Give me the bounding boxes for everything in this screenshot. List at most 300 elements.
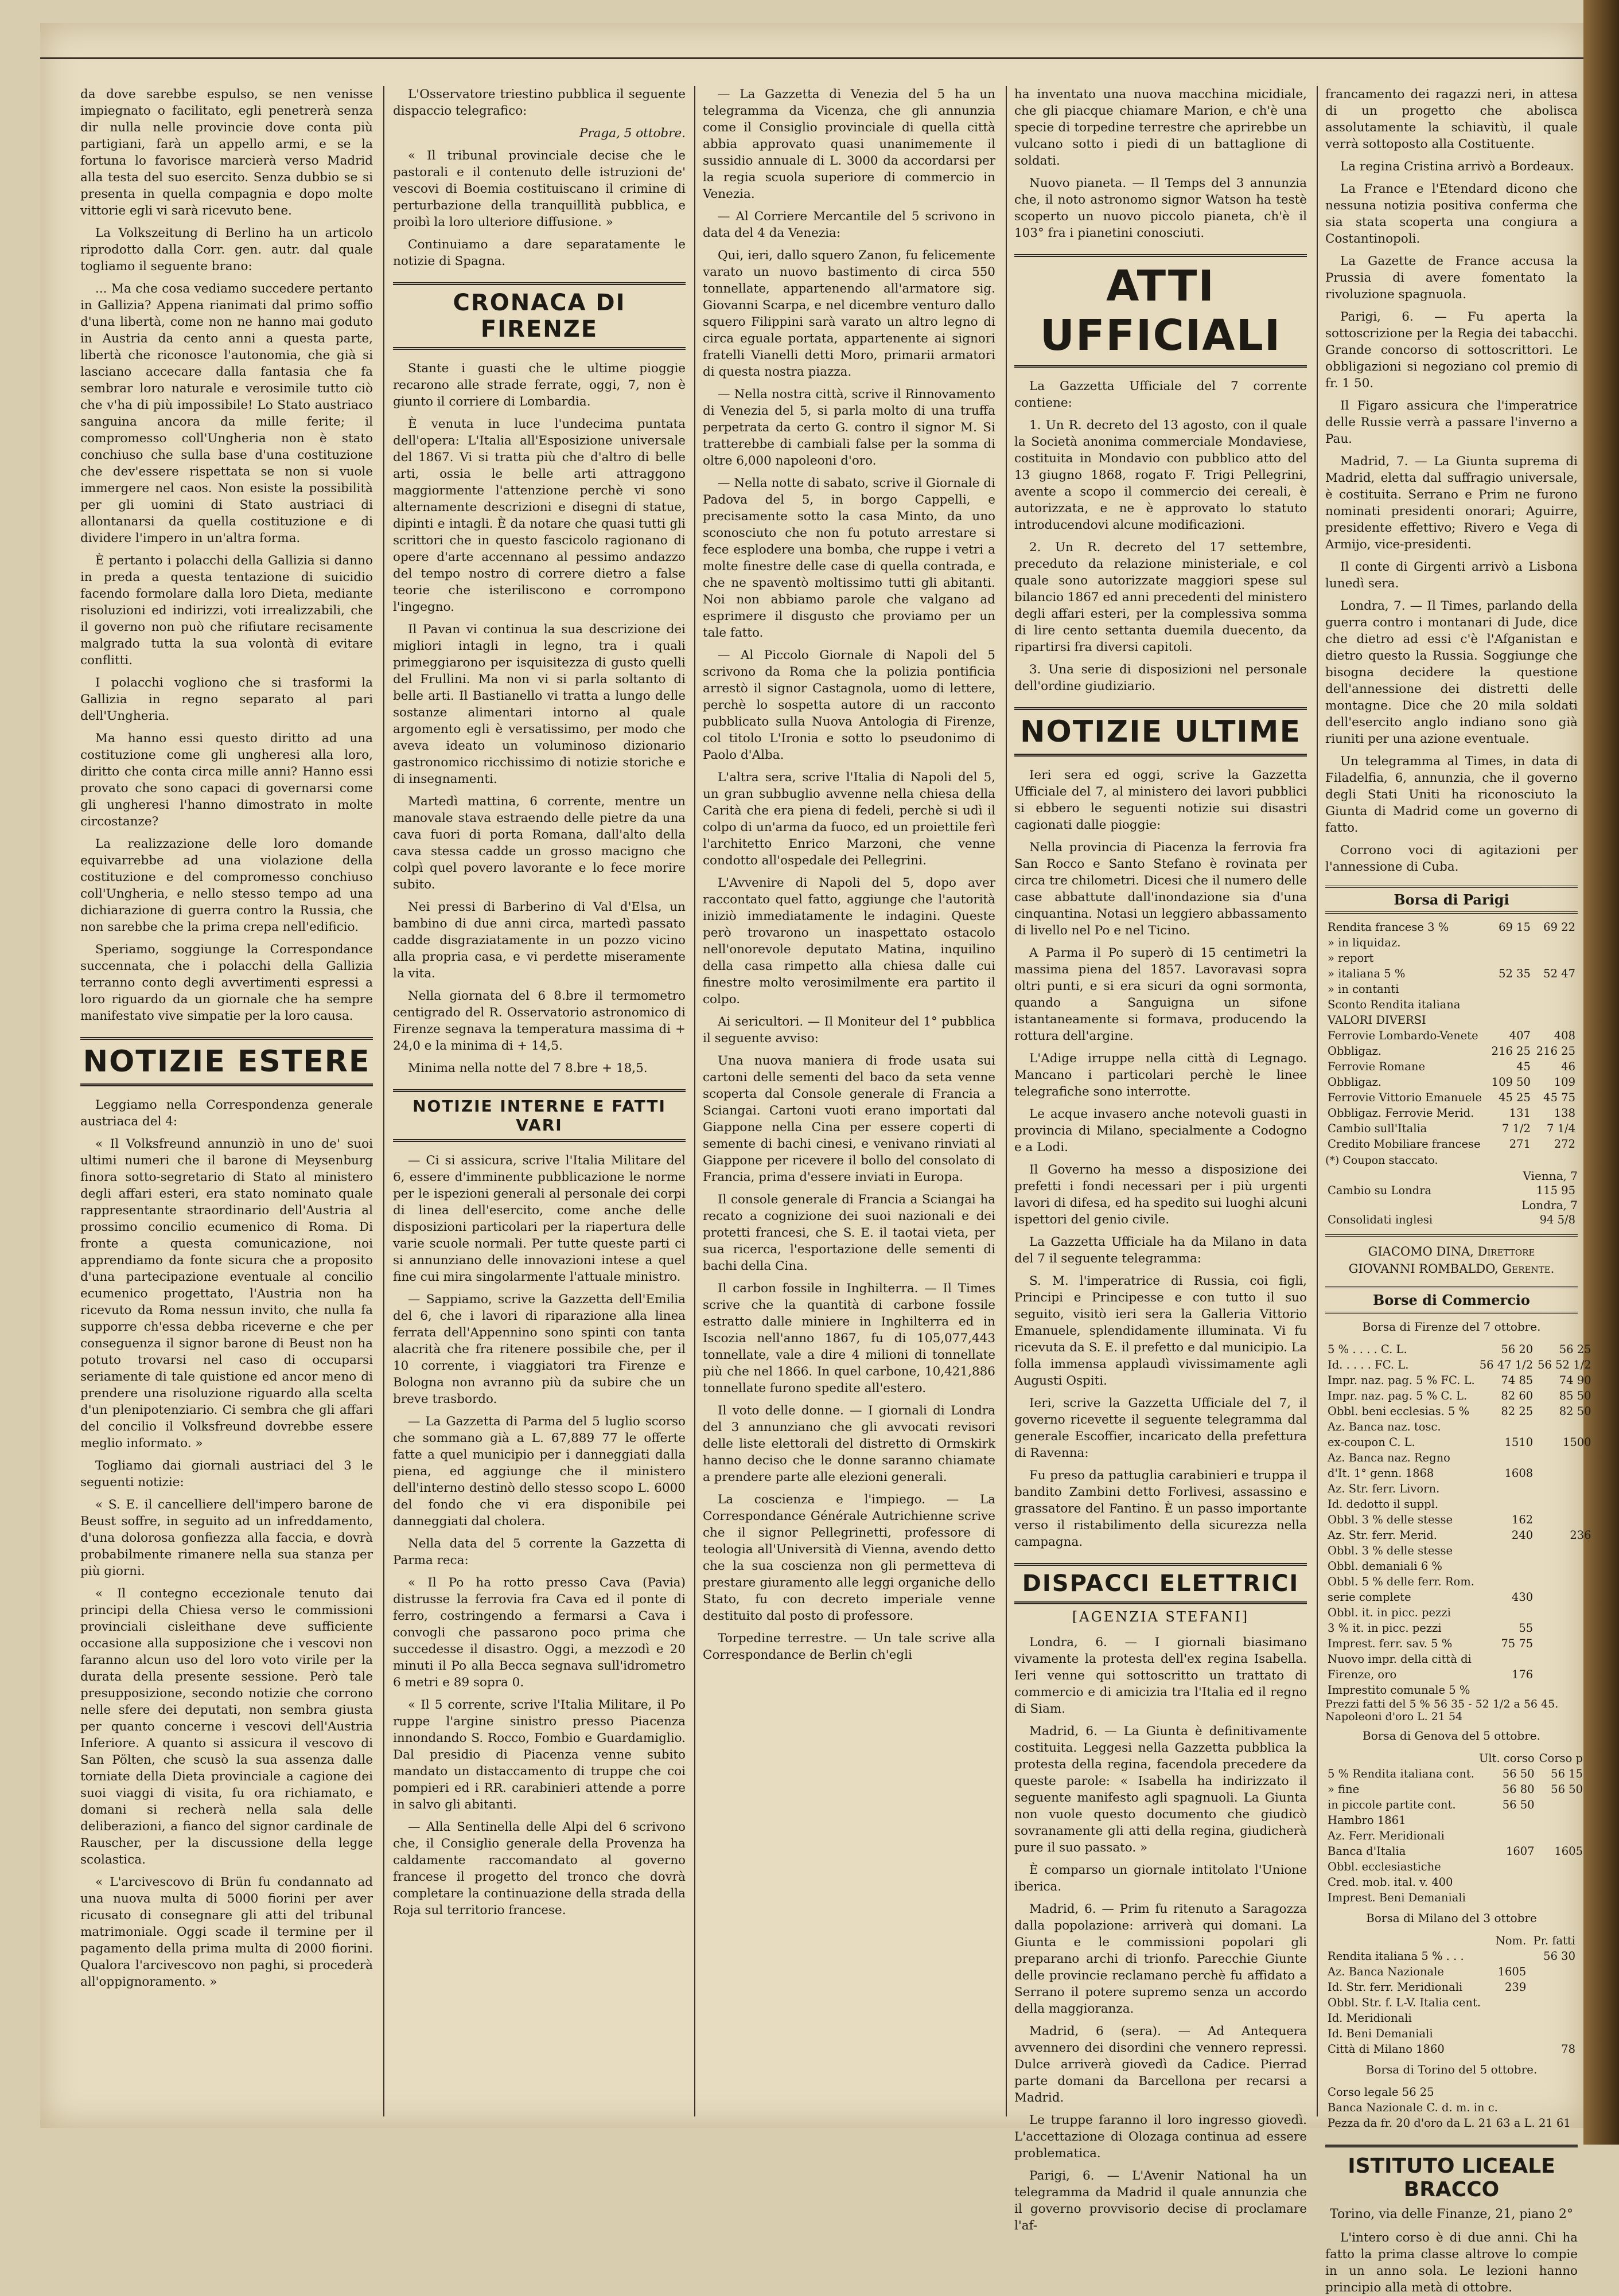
- fin-value: [1537, 1828, 1585, 1843]
- fin-value: [1477, 1574, 1535, 1589]
- fin-value: [1477, 1874, 1537, 1890]
- fin-value: 56 15: [1551, 1767, 1583, 1780]
- heading-notizie-ultime: NOTIZIE ULTIME: [1014, 707, 1307, 757]
- table-row: [1325, 1859, 1585, 1874]
- fin-value: [1535, 1667, 1593, 1682]
- col4-escoffier: Ieri, scrive la Gazzetta Ufficiale del 7, il governo ricevette il seguente telegramma dal generale Escoffier, incaricato della prefettura di Ravenna:: [1014, 1396, 1307, 1460]
- fin-value: 45: [1516, 1060, 1531, 1073]
- fin-label: Az. Banca naz. tosc.: [1328, 1420, 1441, 1433]
- fin-value: [1535, 1636, 1593, 1651]
- table-row: [1325, 1682, 1594, 1698]
- table-row: [1325, 2115, 1578, 2131]
- col3-padova: — Nella notte di sabato, scrive il Giornale di Padova del 5, in borgo Cappelli, e precisamente sotto la casa Minto, da uno sconosciuto che non fu potuto arrestare si fece esplodere una bomba, che ruppe i vetri a molte finestre delle case di quella contrada, e che ne spaventò moltissimo tutti gli abitanti. Noi non abbiamo parole che valgano ad esprimere il disgusto che proviamo per un tale fatto.: [703, 476, 995, 640]
- fin-value: 138: [1554, 1106, 1575, 1120]
- ad-address: Torino, via delle Finanze, 21, piano 2°: [1330, 2207, 1573, 2221]
- fin-label: Obbligaz. Ferrovie Merid.: [1328, 1106, 1474, 1120]
- table-row: [1325, 2084, 1578, 2100]
- col3-frode: Una nuova maniera di frode usata sui cartoni delle sementi del baco da seta venne scoperta dal Console generale di Francia a Sciangai. Cartoni vuoti erano importati dal Giappone nella Cina per essere coperti di semente di bachi cinesi, e venivano rinviati al Giappone per ricevere il bollo del consolato di Francia, prima d'essere inviati in Europa.: [703, 1054, 995, 1184]
- col2-militare2: « Il 5 corrente, scrive l'Italia Militare, il Po ruppe l'argine sinistro presso Piacenza innondando S. Rocco, Fombio e Guardamiglio. Dal presidio di Piacenza venne subito mandato un distaccamento di truppe che coi pompieri ed i RR. carabinieri attende a porre in salvo gli abitanti.: [393, 1698, 686, 1812]
- table-row: [1325, 1636, 1594, 1651]
- fin-label: Nuovo impr. della città di: [1328, 1652, 1472, 1666]
- col1-quote4: Ma hanno essi questo diritto ad una costituzione come gli ungheresi alla loro, diritto che conta circa mille anni? Hanno essi provato che sono capaci di governarsi come gli ungheresi l'hanno dimostrato in molte circostanze?: [80, 731, 373, 829]
- fin-value: [1535, 1589, 1593, 1605]
- fin-value: 74 85: [1501, 1374, 1534, 1387]
- table-row: [1325, 1450, 1594, 1465]
- fin-value: [1533, 950, 1578, 966]
- col5-madrid7: Madrid, 7. — La Giunta suprema di Madrid, eletta dal suffragio universale, è costituita. Serrano e Prim ne furono nominati presidenti onorari; Aguirre, presidente effettivo; Rivero e Vega di Armijo, vice-presidenti.: [1325, 454, 1578, 552]
- fin-label: » italiana 5 %: [1328, 967, 1406, 980]
- fin-value: [1535, 1496, 1593, 1512]
- fin-value: [1492, 1995, 1529, 2010]
- fin-value: 131: [1509, 1106, 1531, 1120]
- top-rule: [40, 57, 1583, 71]
- col4-gazz: La Gazzetta Ufficiale del 7 corrente contiene:: [1014, 379, 1307, 410]
- table-row: [1325, 1404, 1594, 1419]
- col3-torpedine: Torpedine terrestre. — Un tale scrive alla Correspondance de Berlin ch'egli: [703, 1631, 995, 1662]
- column-rule: [383, 86, 384, 2116]
- table-row: [1325, 1136, 1578, 1152]
- vienna-table: [1325, 1183, 1578, 1198]
- col2-guasti: Stante i guasti che le ultime pioggie recarono alle strade ferrate, oggi, 7, non è giunto il corriere di Lombardia.: [393, 361, 686, 409]
- table-row: [1325, 919, 1578, 935]
- fin-value: [1535, 1465, 1593, 1481]
- fin-value: 1500: [1562, 1436, 1591, 1449]
- column-1: [80, 86, 373, 2116]
- fin-label: d'It. 1° genn. 1868: [1328, 1467, 1434, 1480]
- col4-intro: ha inventato una nuova macchina micidiale, che gli piacque chiamare Marion, e ch'è una specie di torpedine terrestre che aprirebbe un vulcano sotto i piedi di un battaglione di soldati.: [1014, 87, 1307, 168]
- col5-france: La France e l'Etendard dicono che nessuna notizia positiva conferma che sia stata scoperta una congiura a Costantinopoli.: [1325, 182, 1578, 246]
- col1-contegno: « Il contegno eccezionale tenuto dai principi della Chiesa verso le commissioni provinciali cisleithane deve sufficiente occasione alla supposizione che i vescovi non faranno alcun uso del loro voto virile per la durata della presente sessione. Però tale presupposizione, secondo notizie che corrono nelle sfere dei deputati, non sembra giusta per quanto concerne i vescovi dell'Austria Inferiore. A quanto si assicura il vescovo di San Pölten, che scusò la sua assenza dalle torniate della Dieta provinciale a cagione dei suoi viaggi di visita, fu ora richiamato, e domani si recherà nella sala delle deliberazioni, a fianco del signor cardinale de Rauscher, per la discussione della legge scolastica.: [80, 1586, 373, 1867]
- fin-value: [1477, 1543, 1535, 1558]
- col3-mercantile: — Al Corriere Mercantile del 5 scrivono in data del 4 da Venezia:: [703, 209, 995, 240]
- col2-parma: — La Gazzetta di Parma del 5 luglio scorso che sommano già a L. 67,889 77 le offerte fatte a quel municipio per i danneggiati dalla piena, ed aggiunge che il ministero dell'interno destinò dello stesso scopo L. 6000 del fondo che vi era disponibile pei danneggiati dal cholera.: [393, 1414, 686, 1529]
- borsa-genova-table: [1325, 1751, 1585, 1905]
- fin-label: Ferrovie Vittorio Emanuele: [1328, 1091, 1482, 1104]
- col4-milano: La Gazzetta Ufficiale ha da Milano in data del 7 il seguente telegramma:: [1014, 1235, 1307, 1266]
- table-row: [1325, 1074, 1578, 1090]
- fin-label: Obbl. 3 % delle stesse: [1328, 1513, 1453, 1526]
- fin-value: 55: [1519, 1621, 1534, 1635]
- col2-praga: Praga, 5 ottobre.: [579, 126, 686, 141]
- fin-value: [1492, 2026, 1529, 2041]
- column-4: [1014, 86, 1307, 2233]
- col5-bordeaux: La regina Cristina arrivò a Bordeaux.: [1340, 159, 1574, 174]
- fin-value: [1488, 981, 1533, 997]
- col3-rinnovamento: — Nella nostra città, scrive il Rinnovamento di Venezia del 5, si parla molto di una truffa perpetrata da certo G. contro il signor M. Si tratterebbe di cambiali false per la somma di oltre 6,000 napoleoni d'oro.: [703, 387, 995, 468]
- column-rule: [1317, 86, 1318, 2116]
- fin-value: 109: [1554, 1075, 1575, 1089]
- fin-label: Imprestito comunale 5 %: [1328, 1683, 1470, 1697]
- fin-value: 239: [1505, 1981, 1527, 1994]
- col1-arciv: « L'arcivescovo di Brün fu condannato ad una nuova multa di 5000 fiorini per aver ricusato di consegnare gli atti del tribunal matrimoniale. Oggi scade il termine per il pagamento della prima multa di 2000 fiorini. Qualora l'arcivescovo non paghi, si procederà all'oppignoramento. »: [80, 1875, 373, 1989]
- fin-value: [1528, 2026, 1578, 2041]
- fin-label: Obbl. demaniali 6 %: [1328, 1560, 1442, 1573]
- fin-value: [1537, 1797, 1585, 1812]
- book-spine: [1583, 0, 1619, 2145]
- fin-value: [1488, 950, 1533, 966]
- col2-continuiamo: Continuiamo a dare separatamente le notizie di Spagna.: [393, 237, 686, 268]
- fin-label: Impr. naz. pag. 5 % FC. L.: [1328, 1374, 1475, 1387]
- col1-beust: « S. E. il cancelliere dell'impero barone de Beust soffre, in seguito ad un infreddamento, d'una dolorosa gonfiezza alla faccia, e dovrà probabilmente rimanere nella sua stanza per più giorni.: [80, 1498, 373, 1578]
- fin-value: [1477, 1496, 1535, 1512]
- col2-po: « Il Po ha rotto presso Cava (Pavia) distrusse la ferrovia fra Cava ed il ponte di ferro, costringendo a fermarsi a Cava i convogli che passarono poco prima che succedesse il disastro. Oggi, a mezzodì e 20 minuti il Po alla Becca segnava sull'idrometro 6 metri e 89 sopra 0.: [393, 1576, 686, 1690]
- fin-value: [1528, 1995, 1578, 2010]
- borsa-torino-table: [1325, 2084, 1578, 2131]
- fin-value: [1528, 1979, 1578, 1995]
- fin-value: 56 47 1/2: [1479, 1358, 1534, 1371]
- fin-label: Obbl. 5 % delle ferr. Rom.: [1328, 1575, 1474, 1588]
- heading-notizie-estere: NOTIZIE ESTERE: [80, 1037, 373, 1086]
- fin-value: [1535, 1543, 1593, 1558]
- fin-value: 45 75: [1543, 1091, 1575, 1104]
- col4-truppe: Le truppe faranno il loro ingresso giovedì. L'accettazione di Olozaga continua ad essere problematica.: [1014, 2113, 1307, 2161]
- fin-value: 75 75: [1501, 1637, 1534, 1650]
- col3-carbon: Il carbon fossile in Inghilterra. — Il Times scrive che la quantità di carbone fossile estratto dalle miniere in Inghilterra ed in Iscozia nell'anno 1867, fu di 105,077,443 tonnellate, vale a dire 4 milioni di tonnellate più che nel 1866. In quel carbone, 10,421,886 tonnellate furono spedite all'estero.: [703, 1281, 995, 1395]
- fin-value: [1477, 1828, 1537, 1843]
- fin-label: serie complete: [1328, 1591, 1411, 1604]
- fin-value: [1535, 1682, 1593, 1698]
- fin-value: 236: [1570, 1529, 1591, 1542]
- fin-label: Az. Banca Nazionale: [1328, 1965, 1444, 1978]
- table-row: [1325, 1481, 1594, 1496]
- heading-atti-ufficiali: ATTI UFFICIALI: [1014, 254, 1307, 368]
- fin-label: Sconto Rendita italiana: [1328, 998, 1461, 1011]
- col5-gazette: La Gazette de France accusa la Prussia di avere fomentato la rivoluzione spagnuola.: [1325, 254, 1578, 302]
- table-row: [1325, 1090, 1578, 1105]
- col2-barberino: Nei pressi di Barberino di Val d'Elsa, un bambino di due anni circa, martedì passato cadde disgraziatamente in un pozzo vicino alla propria casa, e vi perdette miseramente la vita.: [393, 900, 686, 981]
- fin-value: [1537, 1874, 1585, 1890]
- table-row: [1325, 997, 1578, 1012]
- londra-label: Londra, 7: [1521, 1198, 1578, 1212]
- col3-sericultori: Ai sericultori. — Il Moniteur del 1° pubblica il seguente avviso:: [703, 1015, 995, 1046]
- col2-pavan: Il Pavan vi continua la sua descrizione dei migliori intagli in legno, tra i quali primeggiarono per isquisitezza di gusto quelli del Frullini. Ma non vi si parla soltanto di belle arti. Il Bastianello vi tratta a lungo delle sostanze alimentari intorno al quale argomento egli è versatissimo, per modo che aveva ideato un voluminoso dizionario gastronomico ricchissimo di notizie storiche e di insegnamenti.: [393, 622, 686, 786]
- gerente: GIOVANNI ROMBALDO, Gerente.: [1348, 1262, 1555, 1276]
- fin-value: [1535, 1651, 1593, 1667]
- fin-label: Obbligaz.: [1328, 1075, 1382, 1089]
- col4-pianeta: Nuovo pianeta. — Il Temps del 3 annunzia che, il noto astronomo signor Watson ha testè scoperto un nuovo piccolo pianeta, ch'è il 103° fra i pianetini conosciuti.: [1014, 176, 1307, 240]
- col3-varato: Qui, ieri, dallo squero Zanon, fu felicemente varato un nuovo bastimento di circa 550 tonnellate, appartenendo all'armatore sig. Giovanni Scarpa, e nel dicembre venturo dallo squero Filippini sarà varato un altro legno di circa eguale portata, appartenente ai signori fratelli Vianelli detti Moro, primarii armatori di questa nostra piazza.: [703, 248, 995, 379]
- col2-termo: Nella giornata del 6 8.bre il termometro centigrado del R. Osservatorio astronomico di Firenze segnava la temperatura massima di + 24,0 e la minima di + 14,5.: [393, 989, 686, 1053]
- fin-value: 94 5/8: [1539, 1213, 1575, 1226]
- fin-value: 176: [1511, 1668, 1534, 1681]
- ad-title: ISTITUTO LICEALE BRACCO: [1325, 2145, 1578, 2201]
- col1-quote2: È pertanto i polacchi della Gallizia si danno in preda a questa tentazione di suicidio facendo formolare dalla loro Dieta, mediante risoluzioni ed indirizzi, voti irrealizzabili, che il governo non può che rifiutare recisamente malgrado tutta la sua volontà di evitare conflitti.: [80, 553, 373, 668]
- fin-value: [1533, 997, 1578, 1012]
- fin-value: [1488, 935, 1533, 950]
- table-row: [1325, 981, 1578, 997]
- fin-value: 1605: [1497, 1965, 1527, 1978]
- fin-label: Città di Milano 1860: [1328, 2042, 1445, 2056]
- fin-label: Obbl. Str. f. L-V. Italia cent.: [1328, 1996, 1481, 2009]
- fin-value: [1477, 1812, 1537, 1828]
- fin-label: Obbligaz.: [1328, 1044, 1382, 1058]
- table-row: [1325, 1964, 1578, 1979]
- fin-value: [1573, 2100, 1578, 2115]
- col5-parigi6: Parigi, 6. — Fu aperta la sottoscrizione per la Regia dei tabacchi. Grande concorso di sottoscrittori. Le obbligazioni si negoziano col premio di fr. 1 50.: [1325, 310, 1578, 391]
- fin-value: 56 30: [1543, 1950, 1575, 1963]
- fin-value: [1477, 1651, 1535, 1667]
- borsa-torino-title: Borsa di Torino del 5 ottobre.: [1365, 2063, 1538, 2076]
- fin-value: [1477, 1859, 1537, 1874]
- table-row: [1325, 1527, 1594, 1543]
- fin-value: 45 25: [1499, 1091, 1531, 1104]
- col2-tribunal: « Il tribunal provinciale decise che le pastorali e il contenuto delle istruzioni de' vescovi di Boemia costituiscano il crimine di perturbazione della tranquillità pubblica, e proibì la loro ulteriore diffusione. »: [393, 149, 686, 229]
- col4-d2: 2. Un R. decreto del 17 settembre, preceduto da relazione ministeriale, e col quale sono autorizzate maggiori spese sul bilancio 1867 ed anni precedenti del ministero degli affari esteri, per la complessiva somma di lire cento settanta duemila duecento, da ripartirsi fra diversi capitoli.: [1014, 540, 1307, 654]
- table-row: [1325, 1574, 1594, 1589]
- borsa-firenze-table: [1325, 1342, 1594, 1698]
- col4-forlivesi: Fu preso da pattuglia carabinieri e truppa il bandito Zambini detto Forlivesi, assassino e grassatore del Fantino. È un passo importante verso il ristabilimento della sicurezza nella campagna.: [1014, 1468, 1307, 1549]
- table-row: [1325, 1589, 1594, 1605]
- fin-value: [1535, 1574, 1593, 1589]
- column-3: [703, 86, 995, 2116]
- fin-value: 115 95: [1536, 1184, 1575, 1197]
- fin-value: 271: [1509, 1137, 1531, 1151]
- fin-label: Obbl. beni ecclesias. 5 %: [1328, 1405, 1470, 1418]
- fin-label: Corso legale 56 25: [1328, 2085, 1434, 2099]
- col1-quote5: La realizzazione delle loro domande equivarrebbe ad una violazione della costituzione e del compromesso conchiuso coll'Ungheria, e nello stesso tempo ad una dichiarazione di guerra contro la Russia, che non sarebbe che la prima crepa nell'edificio.: [80, 837, 373, 934]
- borsa-parigi-table: [1325, 919, 1578, 1152]
- fin-value: [1528, 1964, 1578, 1979]
- table-row: [1325, 1342, 1594, 1357]
- col4-parigi: Parigi, 6. — L'Avenir National ha un telegramma da Madrid il quale annunzia che il governo provvisorio decise di proclamare l'af-: [1014, 2169, 1307, 2233]
- fin-value: [1477, 1890, 1537, 1905]
- agenzia-stefani: [AGENZIA STEFANI]: [1072, 1609, 1250, 1625]
- fin-label: Obbl. 3 % delle stesse: [1328, 1544, 1453, 1557]
- table-row: [1325, 1043, 1578, 1059]
- table-row: [1325, 1059, 1578, 1074]
- fin-value: [1535, 1450, 1593, 1465]
- fin-value: 1605: [1554, 1845, 1583, 1858]
- table-row: [1325, 1874, 1585, 1890]
- col1-intro: da dove sarebbe espulso, se nen venisse impiegnato o facilitato, egli penetrerà senza dir nulla nelle provincie dove conta più partigiani, farà un appello armi, e se la fortuna lo favorisce marcierà verso Madrid alla testa del suo esercito. Senza dubbio se si presenta in quella compagnia e dopo molte vittorie egli vi sarà ricevuto bene.: [80, 87, 373, 218]
- fin-label: Obbl. it. in picc. pezzi: [1328, 1606, 1451, 1619]
- fin-value: 56 80: [1502, 1783, 1535, 1796]
- fin-label: Rendita italiana 5 % . . .: [1328, 1950, 1464, 1963]
- borsa-parigi-title: Borsa di Parigi: [1325, 886, 1578, 914]
- col2-parma2: Nella data del 5 corrente la Gazzetta di Parma reca:: [393, 1537, 686, 1568]
- fin-label: Cambio su Londra: [1328, 1184, 1432, 1197]
- col4-unione: È comparso un giornale intitolato l'Unione iberica.: [1014, 1863, 1307, 1894]
- borsa-genova-title: Borsa di Genova del 5 ottobre.: [1363, 1729, 1540, 1743]
- col3-italia: L'altra sera, scrive l'Italia di Napoli del 5, un gran subbuglio avvenne nella chiesa della Carità che era piena di fedeli, perchè si udì il colpo di un'arma da fuoco, ed un proiettile ferì l'architetto Enrico Marzoni, che venne condotto all'ospedale dei Pellegrini.: [703, 770, 995, 868]
- col2-emilia: — Sappiamo, scrive la Gazzetta dell'Emilia del 6, che i lavori di riparazione alla linea ferrata dell'Appennino sono spinti con tanta alacrità che fra ritenere possibile che, per il 10 corrente, i viaggiatori tra Firenze e Bologna non avranno più da subire che un breve trasbordo.: [393, 1292, 686, 1406]
- col4-imperatrice: S. M. l'imperatrice di Russia, coi figli, Principi e Principesse e con tutto il suo seguito, visitò ieri sera la Galleria Vittorio Emanuele, splendidamente illuminata. Vi fu ricevuta da S. E. il prefetto e dal municipio. La folla immensa applaudì vivissimamente agli Augusti Ospiti.: [1014, 1274, 1307, 1388]
- table-row: [1325, 1605, 1594, 1620]
- col5-figaro: Il Figaro assicura che l'imperatrice delle Russie verrà a passare l'inverno a Pau.: [1325, 399, 1578, 446]
- fin-label: Credito Mobiliare francese: [1328, 1137, 1481, 1151]
- col2-minima: Minima nella notte del 7 8.bre + 18,5.: [408, 1061, 648, 1075]
- fin-value: [1477, 1419, 1535, 1434]
- fin-value: 162: [1511, 1513, 1534, 1526]
- table-row: [1325, 1543, 1594, 1558]
- fin-value: 7 1/2: [1501, 1122, 1531, 1135]
- napoleoni: Napoleoni d'oro L. 21 54: [1325, 1710, 1463, 1723]
- table-row: [1325, 1843, 1585, 1859]
- fin-value: [1535, 1481, 1593, 1496]
- table-row: [1325, 1357, 1594, 1373]
- col1-spero: Speriamo, soggiunge la Correspondance succennata, che i polacchi della Gallizia terranno conto degli avvertimenti espressi a loro riguardo da un giornale che ha sempre manifestato vive simpatie per la loro causa.: [80, 942, 373, 1023]
- fin-value: 240: [1511, 1529, 1534, 1542]
- fin-label: Id. dedotto il suppl.: [1328, 1498, 1439, 1511]
- fin-label: Id. Meridionali: [1328, 2012, 1412, 2025]
- col4-londra: Londra, 6. — I giornali biasimano vivamente la protesta dell'ex regina Isabella. Ieri venne qui sottoscritto un trattato di commercio e di amicizia tra l'Italia ed il regno di Siam.: [1014, 1635, 1307, 1716]
- table-row: [1325, 1028, 1578, 1043]
- fin-label: Imprest. ferr. sav. 5 %: [1328, 1637, 1453, 1650]
- col4-ieri: Ieri sera ed oggi, scrive la Gazzetta Ufficiale del 7, al ministero dei lavori pubblici si ebbero le seguenti notizie sui disastri cagionati dalle pioggie:: [1014, 768, 1307, 832]
- fin-value: [1528, 2010, 1578, 2026]
- fin-label: Banca d'Italia: [1328, 1845, 1406, 1858]
- col1-leggiamo: Leggiamo nella Correspondenza generale austriaca del 4:: [80, 1098, 373, 1129]
- fin-value: 407: [1509, 1029, 1531, 1042]
- table-row: [1325, 1766, 1585, 1782]
- fin-value: 56 50: [1551, 1783, 1583, 1796]
- table-row: [1325, 1558, 1594, 1574]
- fin-value: 82 50: [1559, 1405, 1591, 1418]
- table-row: [1325, 1012, 1578, 1028]
- fin-value: 109 50: [1491, 1075, 1531, 1089]
- column-rule: [694, 86, 695, 2116]
- table-row: [1325, 2026, 1578, 2041]
- col5-girgenti: Il conte di Girgenti arrivò a Lisbona lunedì sera.: [1325, 560, 1578, 591]
- vienna-label: Vienna, 7: [1523, 1169, 1578, 1183]
- fin-value: 430: [1511, 1591, 1534, 1604]
- fin-value: [1535, 1605, 1593, 1620]
- fin-value: [1477, 1450, 1535, 1465]
- fin-value: 69 15: [1499, 921, 1531, 934]
- fin-label: Obbl. ecclesiastiche: [1328, 1860, 1441, 1873]
- table-row: [1325, 1797, 1585, 1812]
- table-row: [1325, 1620, 1594, 1636]
- col3-voto: Il voto delle donne. — I giornali di Londra del 3 annunziano che gli avvocati revisori delle liste elettorali del distretto di Ormskirk hanno deciso che le donne saranno chiamate a prendere parte alle elezioni generali.: [703, 1404, 995, 1484]
- fin-value: 52 47: [1543, 967, 1575, 980]
- fin-label: Az. Banca naz. Regno: [1328, 1451, 1450, 1464]
- fin-value: 69 22: [1543, 921, 1575, 934]
- fin-label: » report: [1328, 952, 1374, 965]
- col4-madrid: Madrid, 6. — La Giunta è definitivamente costituita. Leggesi nella Gazzetta pubblica la protesta della regina, facendola precedere da queste parole: « Isabella ha indirizzato il seguente manifesto agli spagnuoli. La Giunta non vuole questo documento che giudicò sovranamente gli atti della regina, giudicherà pure il suo passato. »: [1014, 1724, 1307, 1855]
- heading-cronaca-firenze: CRONACA DI FIRENZE: [393, 282, 686, 350]
- table-row: [1325, 1651, 1594, 1667]
- fin-label: Hambro 1861: [1328, 1814, 1406, 1827]
- ad-text: L'intero corso è di due anni. Chi ha fatto la prima classe altrove lo compie in un anno sola. Le lezioni hanno principio alla metà di ottobre.: [1325, 2231, 1578, 2295]
- fin-value: [1535, 1419, 1593, 1434]
- fin-label: Imprest. Beni Demaniali: [1328, 1891, 1466, 1904]
- fin-value: [1488, 997, 1533, 1012]
- fin-value: [1477, 1558, 1535, 1574]
- fin-value: 7 1/4: [1547, 1122, 1575, 1135]
- table-row: [1325, 966, 1578, 981]
- table-row: [1325, 1995, 1578, 2010]
- fin-label: Ferrovie Lombardo-Venete: [1328, 1029, 1478, 1042]
- prezzi-fatti: Prezzi fatti del 5 % 56 35 - 52 1/2 a 56 45.: [1325, 1698, 1559, 1710]
- col2-uscita: È venuta in luce l'undecima puntata dell'opera: L'Italia all'Esposizione universale del 1867. Vi si tratta più che d'altro di belle arti, ossia le belle arti attraggono maggiormente l'attenzione perchè vi sono alternamente descrizioni e disegni di statue, dipinti e intagli. È da notare che quasi tutti gli scrittori che in questo fascicolo ragionano di opere d'arte accennano al pessimo andazzo del tempo nostro di correre dietro a false teorie che isteriliscono e corrompono l'ingegno.: [393, 417, 686, 614]
- coupon-note: (*) Coupon staccato.: [1325, 1154, 1438, 1167]
- fin-value: [1535, 1512, 1593, 1527]
- col4-piacenza: Nella provincia di Piacenza la ferrovia fra San Rocco e Santo Stefano è rovinata per circa tre chilometri. Dicesi che il numero delle case abbattute dall'inondazione sia d'una cinquantina. Notasi un leggiero abbassamento di livello nel Po e nel Ticino.: [1014, 840, 1307, 938]
- fin-value: [1535, 1558, 1593, 1574]
- col-header: Nom.: [1495, 1934, 1527, 1947]
- borsa-milano-title: Borsa di Milano del 3 ottobre: [1366, 1911, 1537, 1925]
- londra-table: [1325, 1212, 1578, 1227]
- fin-value: [1477, 1605, 1535, 1620]
- fin-label: Id. Beni Demaniali: [1328, 2027, 1433, 2040]
- table-row: [1325, 1105, 1578, 1121]
- table-row: [1325, 1948, 1578, 1964]
- fin-value: 56 52 1/2: [1538, 1358, 1591, 1371]
- col3-console: Il console generale di Francia a Sciangai ha recato a cognizione dei suoi nazionali e dei protetti francesi, che S. E. il taotai vieta, per sua ricerca, l'esportazione delle sementi di bachi della Cina.: [703, 1192, 995, 1273]
- col3-avvenire: L'Avvenire di Napoli del 5, dopo aver raccontato quel fatto, aggiunge che l'autorità iniziò immediatamente le indagini. Queste però trovarono un inaspettato ostacolo nell'onorevole deputato Matina, inquilino della casa rimpetto alla chiesa dalle cui finestre molto verosimilmente era partito il colpo.: [703, 876, 995, 1007]
- newspaper-page: [40, 23, 1591, 2295]
- fin-label: Az. Str. ferr. Merid.: [1328, 1529, 1437, 1542]
- fin-value: 74 90: [1559, 1374, 1591, 1387]
- fin-value: [1533, 1012, 1578, 1028]
- fin-label: Cred. mob. ital. v. 400: [1328, 1876, 1453, 1889]
- col4-parma: A Parma il Po superò di 15 centimetri la massima piena del 1857. Lavoravasi sopra oltri punti, e si era sicuri da ogni sormonta, quando a Sanguigna un sifone istantaneamente si formava, producendo la rottura dell'argine.: [1014, 946, 1307, 1043]
- table-row: [1325, 1465, 1594, 1481]
- col4-d3: 3. Una serie di disposizioni nel personale dell'ordine giudiziario.: [1014, 662, 1307, 693]
- fin-value: 82 60: [1501, 1389, 1534, 1402]
- borsa-firenze-title: Borsa di Firenze del 7 ottobre.: [1362, 1320, 1541, 1334]
- fin-value: [1573, 2084, 1578, 2100]
- table-row: [1325, 2041, 1578, 2057]
- fin-value: 216 25: [1536, 1044, 1575, 1058]
- fin-value: [1492, 2041, 1529, 2057]
- column-5: [1325, 86, 1591, 2295]
- col3-coscienza: La coscienza e l'impiego. — La Correspondance Générale Autrichienne scrive che il signor Pellegrinetti, professore di teologia all'Università di Vienna, avendo detto che la sua coscienza non gli permetteva di prestare giuramento alle leggi organiche dello Stato, fu con decreto imperiale venne destituito dal posto di professore.: [703, 1492, 995, 1623]
- heading-notizie-interne: NOTIZIE INTERNE E FATTI VARI: [393, 1089, 686, 1142]
- fin-value: [1537, 1812, 1585, 1828]
- fin-value: [1537, 1859, 1585, 1874]
- col5-intro: francamento dei ragazzi neri, in attesa di un progetto che abolisca assolutamente la schiavitù, il quale verrà sottoposto alla Costituente.: [1325, 87, 1578, 151]
- table-row: [1325, 1373, 1594, 1388]
- table-row: [1325, 1979, 1578, 1995]
- fin-value: [1533, 935, 1578, 950]
- fin-value: 272: [1554, 1137, 1575, 1151]
- col3-venezia: — La Gazzetta di Venezia del 5 ha un telegramma da Vicenza, che gli annunzia come il Consiglio provinciale di quella città abbia approvato quasi unanimemente il sussidio annuale di L. 3000 da accordarsi per la regia scuola superiore di commercio in Venezia.: [703, 87, 995, 201]
- fin-value: 408: [1554, 1029, 1575, 1042]
- fin-label: 5 % . . . . C. L.: [1328, 1343, 1407, 1356]
- fin-label: Rendita francese 3 %: [1328, 921, 1449, 934]
- column-rule: [1006, 86, 1007, 2116]
- fin-value: 46: [1561, 1060, 1575, 1073]
- col2-sentinella: — Alla Sentinella delle Alpi del 6 scrivono che, il Consiglio generale della Provenza ha caldamente raccomandato al governo francese il progetto del tronco che dovrà completare la continuazione della strada della Roja sul territorio francese.: [393, 1820, 686, 1917]
- table-row: [1325, 1121, 1578, 1136]
- direttore: GIACOMO DINA, Direttore: [1368, 1245, 1535, 1258]
- col5-cuba: Corrono voci di agitazioni per l'annessione di Cuba.: [1325, 843, 1578, 874]
- column-2: [393, 86, 686, 2116]
- fin-value: 56 25: [1559, 1343, 1591, 1356]
- col4-adige: L'Adige irruppe nella città di Legnago. Mancano i particolari perchè le linee telegrafiche sono interrotte.: [1014, 1051, 1307, 1099]
- fin-value: 56 50: [1502, 1767, 1535, 1780]
- fin-value: 216 25: [1491, 1044, 1531, 1058]
- fin-value: [1488, 1012, 1533, 1028]
- fin-label: Cambio sull'Italia: [1328, 1122, 1427, 1135]
- col4-acque: Le acque invasero anche notevoli guasti in provincia di Milano, specialmente a Codogno e a Lodi.: [1014, 1107, 1307, 1155]
- table-row: [1325, 2100, 1578, 2115]
- col3-napoli: — Al Piccolo Giornale di Napoli del 5 scrivono da Roma che la polizia pontificia arrestò il signor Castagnola, uomo di lettere, perchè lo sospetta autore di un racconto pubblicato sulla Nuova Antologia di Firenze, col titolo L'Ironia e sotto lo pseudonimo di Paolo d'Alba.: [703, 648, 995, 762]
- fin-label: in piccole partite cont.: [1328, 1798, 1456, 1811]
- col1-quote3: I polacchi vogliono che si trasformi la Gallizia in regno separato al pari dell'Ungheria.: [80, 676, 373, 723]
- fin-label: Ferrovie Romane: [1328, 1060, 1426, 1073]
- fin-label: Impr. naz. pag. 5 % C. L.: [1328, 1389, 1468, 1402]
- table-row: [1325, 935, 1578, 950]
- table-row: [1325, 1890, 1585, 1905]
- table-row: [1325, 1512, 1594, 1527]
- fin-label: Id. Str. ferr. Meridionali: [1328, 1981, 1463, 1994]
- fin-value: [1477, 1481, 1535, 1496]
- col-header: Pr. fatti: [1533, 1934, 1575, 1947]
- fin-label: Consolidati inglesi: [1328, 1213, 1433, 1226]
- fin-value: 82 25: [1501, 1405, 1534, 1418]
